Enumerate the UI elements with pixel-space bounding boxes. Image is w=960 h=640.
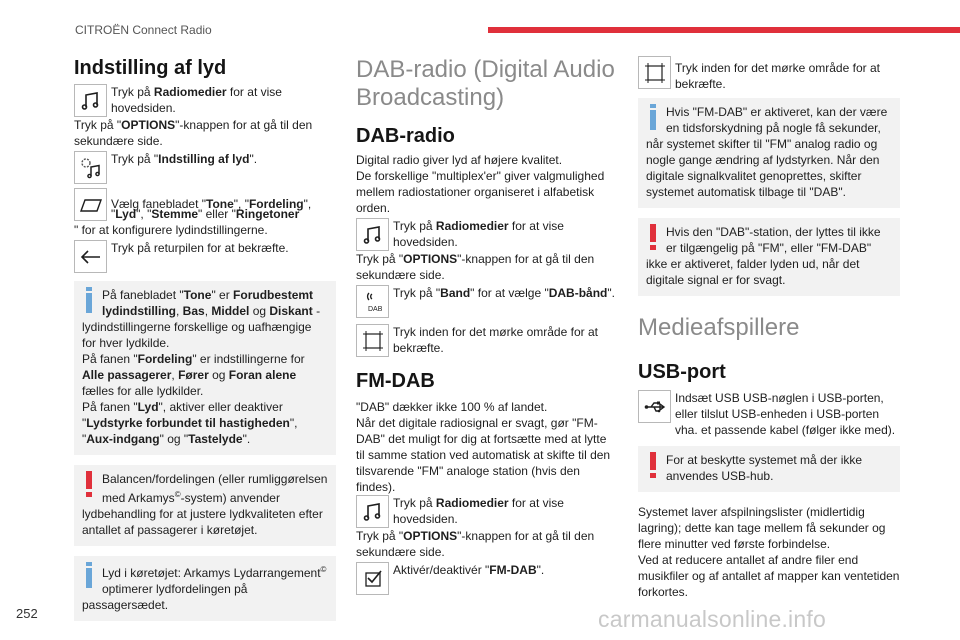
- page-number: 252: [16, 606, 38, 621]
- music-note-icon: [356, 495, 389, 528]
- music-note-icon: [356, 218, 389, 251]
- tab-outline-icon: [74, 188, 107, 221]
- warning-box-dab: Hvis den "DAB"-station, der lyttes til ikke er tilgængelig på "FM", eller "FM-DAB" ikke er aktiveret, falder lyden ud, når det digitale signal er for svagt.: [638, 218, 900, 296]
- warning-icon: [650, 224, 656, 250]
- section-title-dab: DAB-radio (Digital Audio Broadcasting): [356, 56, 615, 111]
- step-confirm-dark-area: Tryk inden for det mørke område for at bekræfte.: [356, 324, 618, 357]
- fmdab-paragraph-1: "DAB" dækker ikke 100 % af landet.: [356, 400, 548, 414]
- watermark: carmanualsonline.info: [598, 606, 826, 632]
- info-box-tone: På fanebladet "Tone" er Forudbestemt lydindstilling, Bas, Middel og Diskant -lydindstillingerne forskellige og uafhængige for hver lydkilde. På fanen "Fordeling" er indstillingerne for Alle passagerer, Fører og Foran alene fælles for alle lydkilder. På fanen "Lyd", aktiver eller deaktiver "Lydstyrke forbundet til hastigheden", "Aux-indgang" og "Tastelyde".: [74, 281, 336, 455]
- info-box-arkamys: Lyd i køretøjet: Arkamys Lydarrangement© optimerer lydfordelingen på passagersædet.: [74, 556, 336, 621]
- warning-box-usb-hub: For at beskytte systemet må der ikke anvendes USB-hub.: [638, 446, 900, 492]
- dark-area-icon: [356, 324, 389, 357]
- back-arrow-icon: [74, 240, 107, 273]
- checkbox-toggle-icon: [356, 562, 389, 595]
- svg-text:DAB: DAB: [367, 305, 382, 313]
- step-options-2: Tryk på "OPTIONS"-knappen for at gå til den sekundære side.: [356, 529, 595, 559]
- dark-area-icon: [638, 56, 671, 89]
- subtitle-fm-dab: FM-DAB: [356, 370, 435, 392]
- usb-paragraph-2: Ved at reducere antallet af andre filer end musikfiler og af antallet af mapper kan ventetiden forkortes.: [638, 553, 900, 599]
- fmdab-paragraph-2: Når det digitale radiosignal er svagt, gør "FM-DAB" det muligt for dig at fortsætte med at lytte til samme station ved automatisk at skifte til den tilsvarende "FM" analoge station (hvis den findes).: [356, 416, 611, 494]
- warning-icon: [650, 452, 656, 478]
- step-select-tab-end: " for at konfigurere lydindstillingerne.: [74, 223, 268, 237]
- column-2: [356, 56, 618, 595]
- step-options: Tryk på "OPTIONS"-knappen for at gå til den sekundære side.: [74, 118, 313, 148]
- info-icon: [650, 104, 656, 130]
- step-confirm-dark-area: Tryk inden for det mørke område for at bekræfte.: [638, 56, 900, 92]
- column-1: [74, 56, 336, 621]
- section-title-sound: Indstilling af lyd: [74, 57, 227, 79]
- header-accent-bar: [488, 27, 960, 33]
- info-box-fmdab: Hvis "FM-DAB" er aktiveret, kan der være en tidsforskydning på nogle få sekunder, når systemet skifter til "FM" analog radio og nogle gange ændring af lydstyrken. Når den digitale signalkvalitet genoprettes, skifter systemet automatisk tilbage til "DAB".: [638, 98, 900, 208]
- settings-music-icon: [74, 151, 107, 184]
- info-icon: [86, 287, 92, 313]
- step-toggle-fmdab: Aktivér/deaktivér "FM-DAB".: [356, 562, 618, 595]
- music-note-icon: [74, 84, 107, 117]
- step-sound-settings: Tryk på "Indstilling af lyd".: [74, 151, 336, 184]
- step-back: Tryk på returpilen for at bekræfte.: [74, 240, 336, 273]
- step-insert-usb: Indsæt USB USB-nøglen i USB-porten, eller tilslut USB-enheden i USB-porten vha. et passende kabel (følger ikke med).: [638, 390, 900, 438]
- step-select-tab-cont: "Lyd", "Stemme" eller "Ringetoner: [111, 207, 300, 221]
- dab-paragraph-2: De forskellige "multiplex'er" giver valgmulighed mellem radiostationer organiseret i alfabetisk orden.: [356, 169, 605, 215]
- info-icon: [86, 562, 92, 588]
- column-3: [638, 56, 900, 600]
- usb-icon: [638, 390, 671, 423]
- dab-paragraph-1: Digital radio giver lyd af højere kvalitet.: [356, 153, 563, 167]
- step-radio-media: Tryk på Radiomedier for at vise hovedsiden.: [74, 84, 336, 117]
- running-header: CITROËN Connect Radio: [75, 23, 212, 37]
- step-band: DAB Tryk på "Band" for at vælge "DAB-bånd".: [356, 285, 618, 318]
- step-radio-media: Tryk på Radiomedier for at vise hovedsiden.: [356, 218, 618, 251]
- dab-band-icon: [356, 285, 389, 318]
- step-radio-media-2: Tryk på Radiomedier for at vise hovedsiden.: [356, 495, 618, 528]
- section-title-media: Medieafspillere: [638, 314, 800, 341]
- usb-paragraph-1: Systemet laver afspilningslister (midlertidig lagring); dette kan tage mellem få sekunder og flere minutter ved første forbindelse.: [638, 505, 886, 551]
- warning-icon: [86, 471, 92, 497]
- warning-box-balance: Balancen/fordelingen (eller rumliggørelsen med Arkamys©-system) anvender lydbehandling for at justere lydkvaliteten efter antallet af passagerer i køretøjet.: [74, 465, 336, 546]
- subtitle-dab-radio: DAB-radio: [356, 125, 455, 147]
- step-select-tab: Vælg fanebladet "Tone", "Fordeling",: [74, 188, 336, 221]
- subtitle-usb: USB-port: [638, 361, 726, 383]
- step-options: Tryk på "OPTIONS"-knappen for at gå til den sekundære side.: [356, 252, 595, 282]
